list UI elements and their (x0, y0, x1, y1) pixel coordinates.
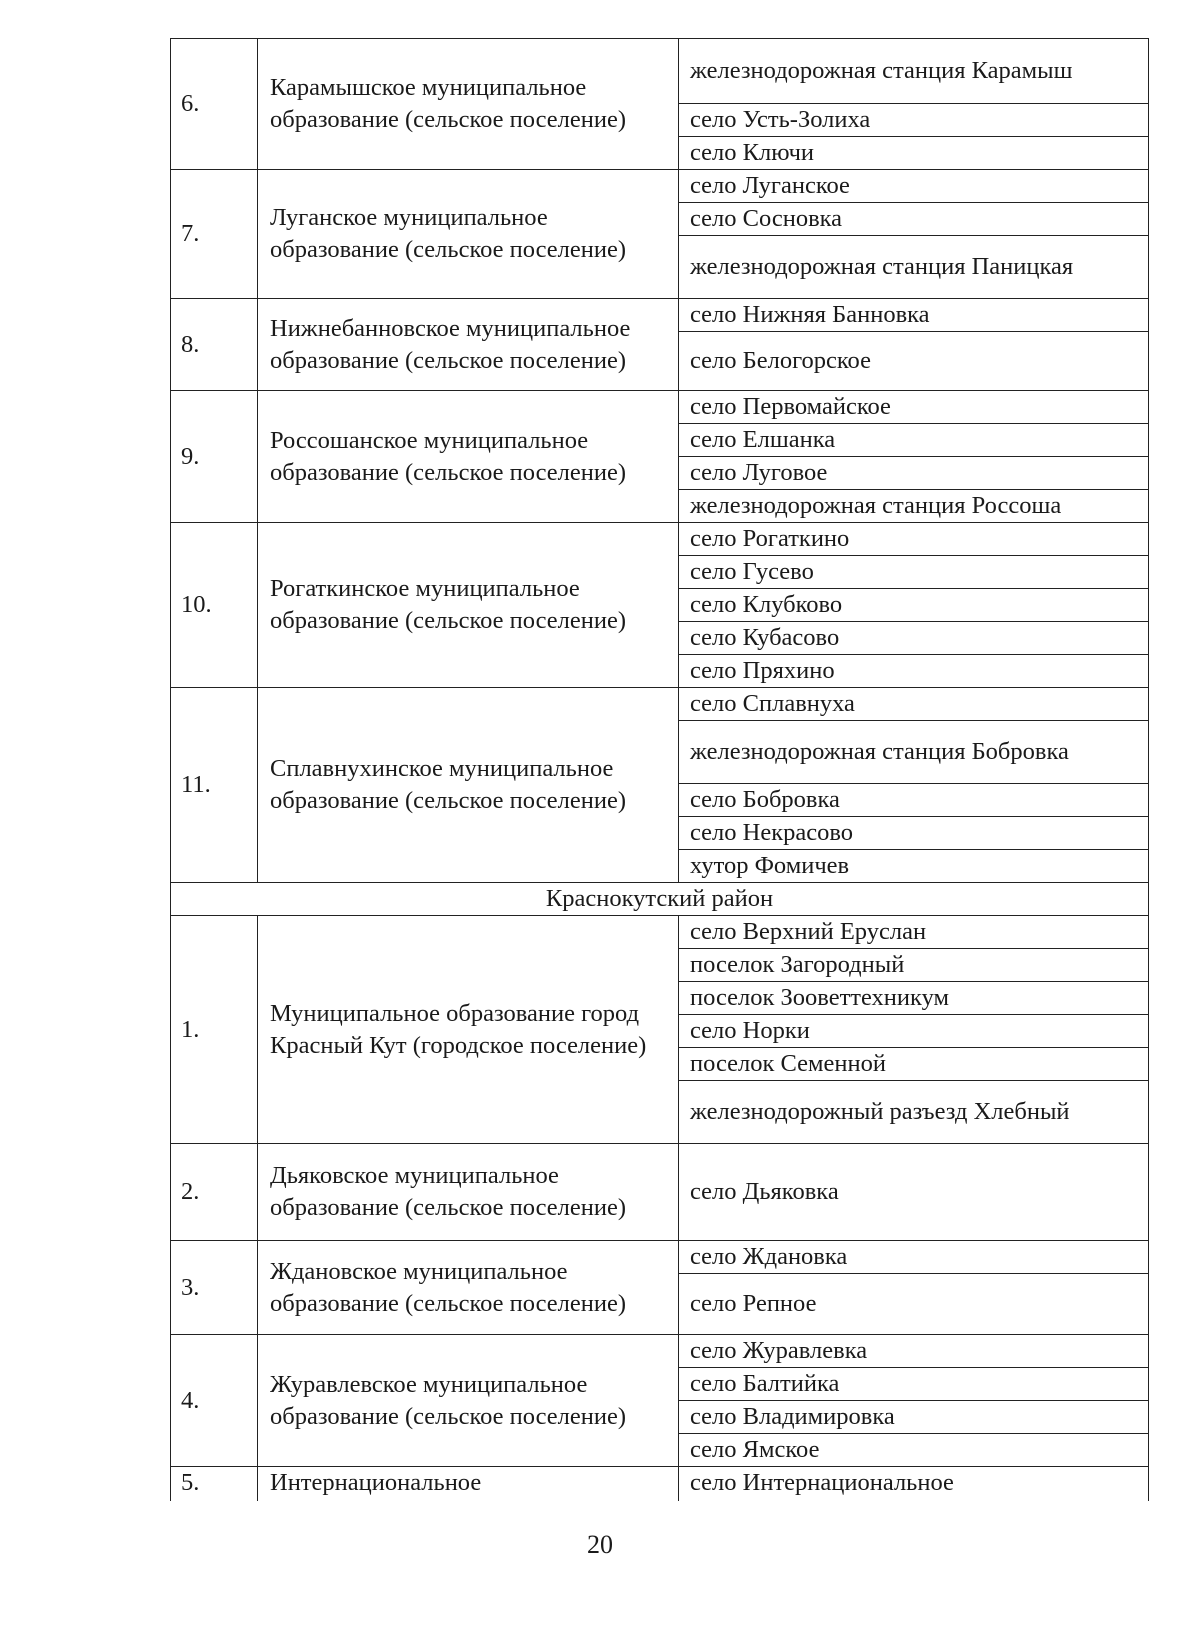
row-number: 9. (171, 391, 258, 523)
row-number: 1. (171, 916, 258, 1144)
locality-name: село Луговое (679, 457, 1149, 490)
locality-name: село Верхний Еруслан (679, 916, 1149, 949)
municipality-name: Интернациональное (258, 1467, 679, 1502)
table-row (171, 1144, 1149, 1241)
municipality-name: Нижнебанновское муниципальное образование (сельское поселение) (258, 299, 679, 391)
locality-name: село Владимировка (679, 1401, 1149, 1434)
locality-name: село Гусево (679, 556, 1149, 589)
locality-name: село Луганское (679, 170, 1149, 203)
municipality-name: Сплавнухинское муниципальное образование (сельское поселение) (258, 688, 679, 883)
locality-name: село Ждановка (679, 1241, 1149, 1274)
locality-name: село Елшанка (679, 424, 1149, 457)
municipality-name: Луганское муниципальное образование (сельское поселение) (258, 170, 679, 299)
table-row (171, 1467, 1149, 1502)
locality-name: село Усть-Золиха (679, 104, 1149, 137)
locality-name: село Нижняя Банновка (679, 299, 1149, 332)
locality-name: село Ямское (679, 1434, 1149, 1467)
locality-name: село Клубково (679, 589, 1149, 622)
locality-name: железнодорожная станция Паницкая (679, 236, 1149, 299)
row-number: 7. (171, 170, 258, 299)
locality-name: село Бобровка (679, 784, 1149, 817)
locality-name: село Репное (679, 1274, 1149, 1335)
locality-name: железнодорожная станция Карамыш (679, 39, 1149, 104)
locality-name: село Пряхино (679, 655, 1149, 688)
table-row (171, 916, 1149, 949)
municipality-name: Журавлевское муниципальное образование (сельское поселение) (258, 1335, 679, 1467)
page-number: 20 (587, 1530, 613, 1559)
municipality-name: Россошанское муниципальное образование (сельское поселение) (258, 391, 679, 523)
locality-name: железнодорожный разъезд Хлебный (679, 1081, 1149, 1144)
locality-name: село Кубасово (679, 622, 1149, 655)
locality-name: поселок Зооветтехникум (679, 982, 1149, 1015)
municipality-name: Карамышское муниципальное образование (сельское поселение) (258, 39, 679, 170)
locality-name: железнодорожная станция Россоша (679, 490, 1149, 523)
locality-name: железнодорожная станция Бобровка (679, 721, 1149, 784)
row-number: 5. (171, 1467, 258, 1502)
row-number: 8. (171, 299, 258, 391)
locality-name: село Ключи (679, 137, 1149, 170)
locality-name: поселок Семенной (679, 1048, 1149, 1081)
locality-name: село Белогорское (679, 332, 1149, 391)
table-body (171, 39, 1149, 1502)
district-header-row (171, 883, 1149, 916)
locality-name: село Журавлевка (679, 1335, 1149, 1368)
table-row (171, 39, 1149, 104)
municipality-name: Дьяковское муниципальное образование (сельское поселение) (258, 1144, 679, 1241)
locality-name: село Сосновка (679, 203, 1149, 236)
settlements-table (170, 38, 1149, 1501)
locality-name: село Некрасово (679, 817, 1149, 850)
municipality-name: Муниципальное образование город Красный Кут (городское поселение) (258, 916, 679, 1144)
municipality-name: Ждановское муниципальное образование (сельское поселение) (258, 1241, 679, 1335)
locality-name: село Дьяковка (679, 1144, 1149, 1241)
table-row (171, 170, 1149, 203)
row-number: 4. (171, 1335, 258, 1467)
table-row (171, 688, 1149, 721)
row-number: 11. (171, 688, 258, 883)
locality-name: хутор Фомичев (679, 850, 1149, 883)
locality-name: село Балтийка (679, 1368, 1149, 1401)
locality-name: село Рогаткино (679, 523, 1149, 556)
row-number: 3. (171, 1241, 258, 1335)
municipality-name: Рогаткинское муниципальное образование (сельское поселение) (258, 523, 679, 688)
locality-name: село Первомайское (679, 391, 1149, 424)
table-row (171, 1241, 1149, 1274)
locality-name: село Норки (679, 1015, 1149, 1048)
table-row (171, 299, 1149, 332)
table-row (171, 391, 1149, 424)
row-number: 10. (171, 523, 258, 688)
locality-name: село Сплавнуха (679, 688, 1149, 721)
locality-name: село Интернациональное (679, 1467, 1149, 1502)
table-row (171, 523, 1149, 556)
row-number: 2. (171, 1144, 258, 1241)
table-row (171, 1335, 1149, 1368)
district-title: Краснокутский район (171, 883, 1149, 916)
locality-name: поселок Загородный (679, 949, 1149, 982)
row-number: 6. (171, 39, 258, 170)
